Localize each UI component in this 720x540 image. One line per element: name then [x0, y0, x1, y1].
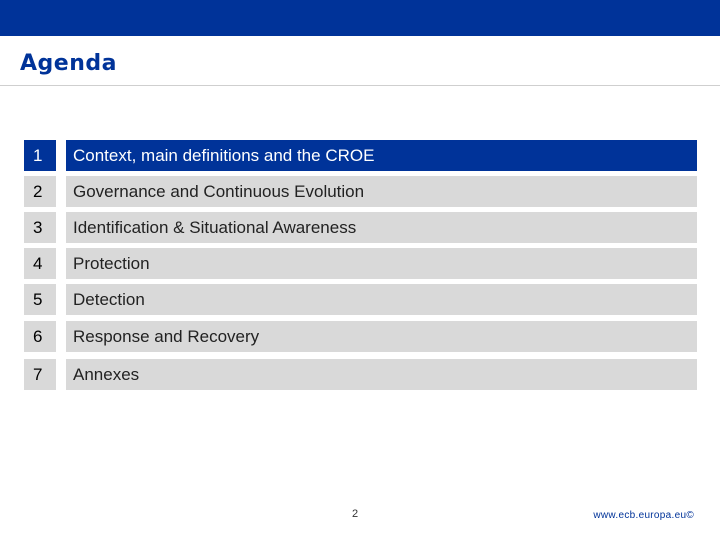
title-divider: [0, 85, 720, 86]
agenda-item-label: Context, main definitions and the CROE: [66, 140, 697, 171]
agenda-item-label: Governance and Continuous Evolution: [66, 176, 697, 207]
agenda-item-label: Detection: [66, 284, 697, 315]
agenda-item-2[interactable]: [24, 176, 697, 207]
page-title: Agenda: [20, 51, 117, 76]
agenda-item-5[interactable]: [24, 284, 697, 315]
agenda-item-number: 6: [24, 321, 56, 352]
agenda-item-label: Response and Recovery: [66, 321, 697, 352]
top-banner: [0, 0, 720, 36]
footer-url[interactable]: www.ecb.europa.eu©: [593, 510, 694, 521]
agenda-item-number: 4: [24, 248, 56, 279]
agenda-item-number: 3: [24, 212, 56, 243]
agenda-item-number: 2: [24, 176, 56, 207]
agenda-item-number: 5: [24, 284, 56, 315]
agenda-item-number: 1: [24, 140, 56, 171]
agenda-item-label: Identification & Situational Awareness: [66, 212, 697, 243]
agenda-item-number: 7: [24, 359, 56, 390]
agenda-item-7[interactable]: [24, 359, 697, 390]
agenda-item-4[interactable]: [24, 248, 697, 279]
agenda-item-1[interactable]: [24, 140, 697, 171]
agenda-item-6[interactable]: [24, 321, 697, 352]
page-number: 2: [352, 508, 359, 520]
agenda-item-label: Protection: [66, 248, 697, 279]
agenda-item-3[interactable]: [24, 212, 697, 243]
agenda-item-label: Annexes: [66, 359, 697, 390]
